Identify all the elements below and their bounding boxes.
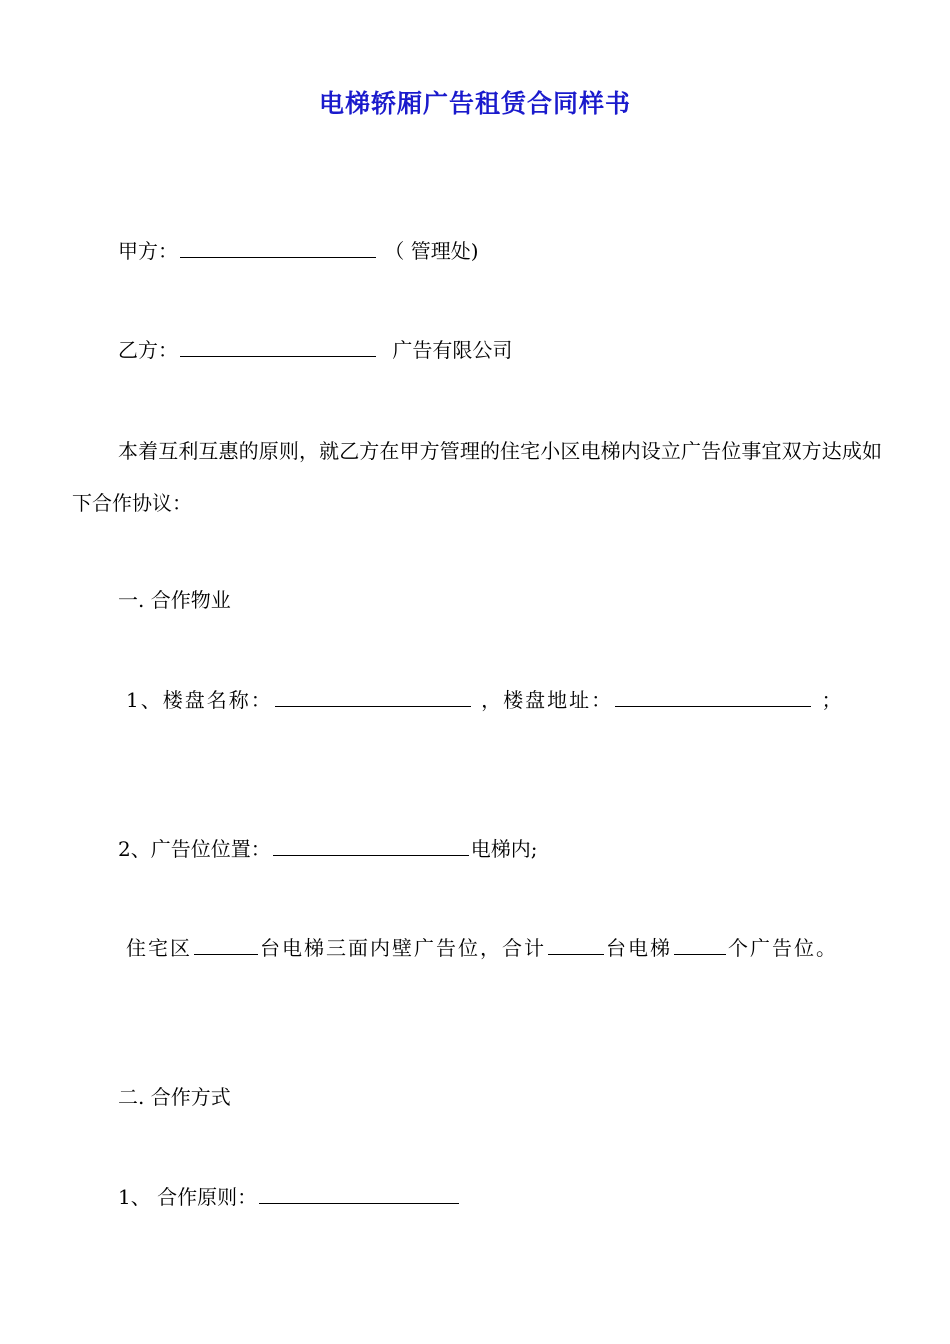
party-b-line — [118, 336, 512, 364]
cooperation-principle-label: 1、 合作原则： — [118, 1185, 258, 1209]
intro-paragraph: 本着互利互惠的原则，就乙方在甲方管理的住宅小区电梯内设立广告位事宜双方达成如下合作协议： — [72, 439, 882, 515]
section1-heading: 一. 合作物业 — [118, 588, 231, 612]
elevator-count-blank — [194, 934, 258, 955]
section1-item2 — [118, 835, 537, 863]
ad-count-blank — [674, 934, 726, 955]
property-name-label: 1、楼盘名称： — [126, 688, 273, 712]
party-a-suffix: （ 管理处) — [384, 239, 479, 263]
party-a-label: 甲方： — [118, 239, 178, 263]
residential-label: 住宅区 — [126, 936, 192, 960]
ad-count-text: 个广告位。 — [728, 936, 838, 960]
ad-position-end: 电梯内; — [470, 837, 538, 861]
ad-position-label: 2、广告位位置： — [118, 837, 271, 861]
section2-item1 — [118, 1183, 461, 1211]
document-title: 电梯轿厢广告租赁合同样书 — [318, 89, 631, 118]
total-elevator-blank — [548, 934, 604, 955]
ad-position-blank — [273, 835, 469, 856]
party-b-blank — [180, 336, 376, 357]
cooperation-principle-blank — [259, 1183, 459, 1204]
party-b-label: 乙方： — [118, 338, 178, 362]
item1-end: ； — [821, 688, 844, 712]
property-address-label: ，楼盘地址： — [481, 688, 614, 712]
party-a-blank — [180, 237, 376, 258]
ad-wall-text: 台电梯三面内壁广告位，合计 — [260, 936, 546, 960]
section1-item1 — [126, 686, 843, 714]
elevator-text: 台电梯 — [606, 936, 672, 960]
section2-heading: 二. 合作方式 — [118, 1085, 231, 1109]
party-b-suffix: 广告有限公司 — [392, 338, 513, 362]
section1-item3 — [126, 934, 838, 962]
property-name-blank — [275, 686, 471, 707]
property-address-blank — [615, 686, 811, 707]
party-a-line — [118, 237, 479, 265]
